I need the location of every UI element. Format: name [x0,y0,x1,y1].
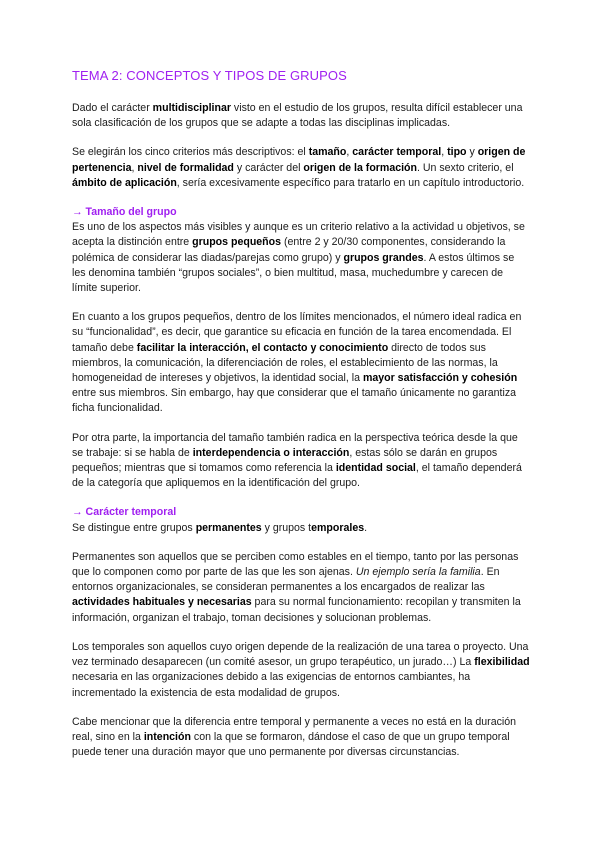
text-run: En cuanto a los grupos pequeños, dentro de los límites mencionados, el número ideal radica en su “funcionalidad”, es decir, que garantice su eficacia en función de la tarea encomendada. El tamaño debe [72,311,522,354]
paragraph-intro [72,101,530,131]
paragraph-temporal-distinction [72,521,530,536]
text-run: . En entornos organizacionales, se consideran permanentes a los encargados de realizar las [72,566,500,594]
paragraph-size-perspective [72,431,530,492]
text-run: Dado el carácter [72,102,153,114]
text-run: y grupos t [261,521,312,534]
text-run: directo de todos sus miembros, la comunicación, la diferenciación de roles, el establecimiento de las normas, la homogeneidad de intereses y objetivos, la identidad social, la [72,341,498,385]
bold-term: actividades habituales y necesarias [72,596,252,609]
text-run: , [346,146,353,159]
page-title: TEMA 2: CONCEPTOS Y TIPOS DE GRUPOS [72,68,347,83]
text-run: Es uno de los aspectos más visibles y aunque es un criterio relativo a la actividad u objetivos, se acepta la distinción entre [72,221,525,249]
text-run: entre sus miembros. Sin embargo, hay que considerar que el tamaño únicamente no garantiza ficha funcionalidad. [72,387,517,415]
bold-term: origen de la formación [303,161,417,174]
bold-term: emporales [311,521,365,534]
paragraph-size-definition [72,220,530,296]
text-run: Cabe mencionar que la diferencia entre temporal y permanente a veces no está en la duración real, sino en la [72,715,517,743]
text-run: y carácter del [233,161,304,174]
text-run: , sería excesivamente específico para tratarlo en un capítulo introductorio. [176,176,525,189]
section-heading-size: → Tamaño del grupo [72,206,177,219]
text-run: (entre 2 y 20/30 componentes, considerando la polémica de considerar las diadas/parejas como grupo) y [72,236,506,264]
text-run: Los temporales son aquellos cuyo origen depende de la realización de una tarea o proyecto. Una vez terminado desaparecen (un comité asesor, un grupo terapéutico, un jurado…) La [72,640,529,669]
paragraph-criteria [72,145,530,191]
text-run: necesaria en las organizaciones debido a las exigencias de entornos cambiantes, ha incrementado la existencia de esta modalidad de grupos. [72,671,471,699]
text-run: , estas sólo se darán en grupos pequeños; mientras que si tomamos como referencia la [72,446,498,475]
bold-term: identidad social [335,462,416,475]
paragraph-duration-note [72,715,530,761]
text-run: con la que se formaron, dándose el caso de que un grupo temporal puede tener una duración mayor que uno permanente por diversas circunstancias. [72,730,510,759]
paragraph-temporary-groups [72,640,530,701]
text-run: Permanentes son aquellos que se perciben como estables en el tiempo, tanto por las personas que lo componen como por parte de las que les son ajenas. [72,550,519,579]
bold-term: grupos grandes [343,251,424,264]
bold-term: origen de pertenencia [72,146,526,174]
text-run: Se distingue entre grupos [72,521,196,534]
bold-term: intención [143,730,191,743]
bold-term: tamaño [308,146,347,159]
text-run: Por otra parte, la importancia del tamaño también radica en la perspectiva teórica desde la que se trabaje: si se habla de [72,431,518,459]
bold-term: permanentes [195,521,262,534]
text-run: Se elegirán los cinco criterios más descriptivos: el [72,146,309,159]
section-heading-temporal: → Carácter temporal [72,506,177,519]
bold-term: facilitar la interacción, el contacto y conocimiento [136,341,389,354]
text-run: visto en el estudio de los grupos, resulta difícil establecer una sola clasificación de los grupos que se adapte a todas las disciplinas implicadas. [72,102,523,130]
bold-term: multidisciplinar [152,102,231,114]
bold-term: carácter temporal [352,146,442,159]
text-run: . [364,521,368,534]
text-run: y [466,146,478,159]
bold-term: mayor satisfacción y cohesión [362,372,518,385]
text-run: para su normal funcionamiento: recopilan y transmiten la información, organizan el trabajo, toman decisiones y solucionan problemas. [72,596,521,624]
bold-term: interdependencia o interacción [192,446,350,459]
bold-term: ámbito de aplicación [72,176,177,189]
text-run: , el tamaño dependerá de la categoría que apliquemos en la identificación del grupo. [72,462,522,490]
text-run: , [441,146,448,159]
bold-term: tipo [447,146,467,159]
paragraph-permanent-groups [72,550,530,626]
italic-example: Un ejemplo sería la familia [355,566,481,579]
paragraph-small-groups [72,310,530,416]
bold-term: grupos pequeños [192,236,282,249]
bold-term: nivel de formalidad [137,161,234,174]
text-run: . A estos últimos se les denomina también “grupos sociales”, o bien multitud, masa, muchedumbre y carecen de límite superior. [72,251,515,295]
bold-term: flexibilidad [474,656,530,669]
text-run: . Un sexto criterio, el [417,161,514,174]
text-run: , [131,161,138,174]
